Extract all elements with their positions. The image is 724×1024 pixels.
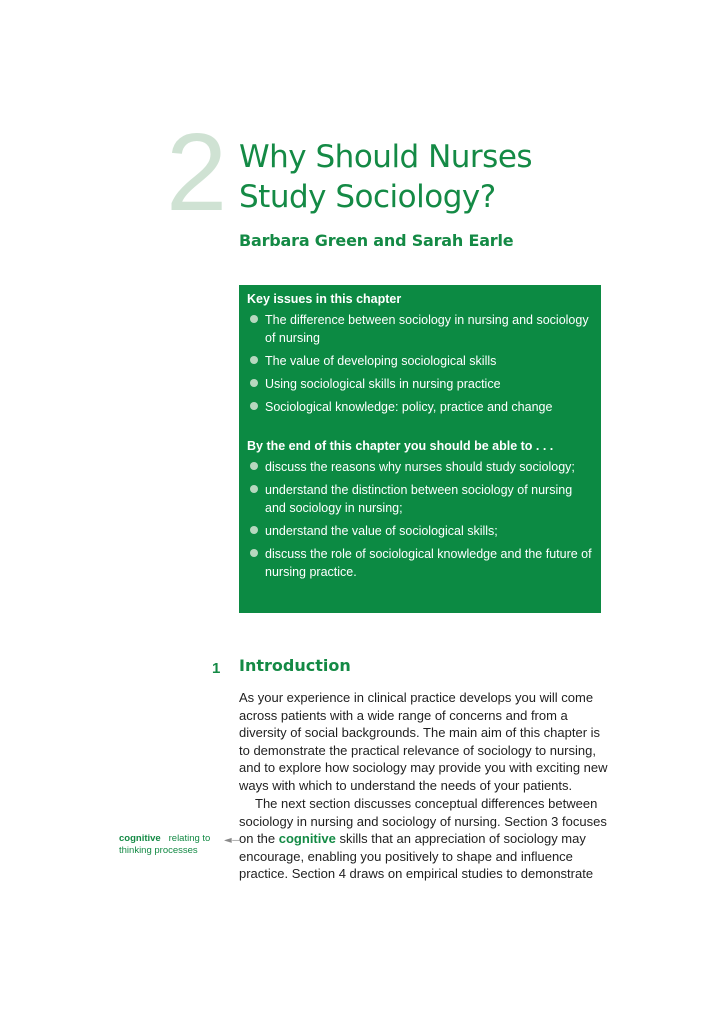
outcomes-list <box>247 458 593 581</box>
outcomes-heading: By the end of this chapter you should be able to . . . <box>247 439 554 453</box>
list-item-text: Sociological knowledge: policy, practice and change <box>265 400 553 414</box>
intro-paragraph-1: As your experience in clinical practice develops you will come across patients with a wide range of concerns and from a diversity of social backgrounds. The main aim of this chapter is to demonstrate the practical relevance of sociology to nursing, and to explore how sociology may provide you with exciting new ways with which to understand the needs of your patients. <box>239 690 608 793</box>
bullet-dot-icon <box>250 402 258 410</box>
chapter-number: 2 <box>166 111 228 234</box>
list-item-text: The value of developing sociological skills <box>265 354 497 368</box>
list-item-text: The difference between sociology in nursing and sociology of nursing <box>265 313 589 345</box>
list-item <box>247 311 593 347</box>
intro-paragraph-2 <box>239 795 609 883</box>
list-item <box>247 375 593 393</box>
chapter-authors: Barbara Green and Sarah Earle <box>239 231 514 250</box>
chapter-title-line2: Study Sociology? <box>239 179 496 215</box>
list-item-text: Using sociological skills in nursing practice <box>265 377 501 391</box>
key-issues-box <box>239 285 601 613</box>
bullet-dot-icon <box>250 379 258 387</box>
bullet-dot-icon <box>250 356 258 364</box>
list-item <box>247 352 593 370</box>
chapter-title <box>239 137 532 217</box>
list-item <box>247 545 593 581</box>
bullet-dot-icon <box>250 549 258 557</box>
arrow-left-icon: ◄— <box>224 835 242 846</box>
paragraph-text: The next section discusses conceptual differences between sociology in nursing and sociology of nursing. Section 3 focuses on the <box>239 796 607 847</box>
list-item <box>247 458 593 476</box>
bullet-dot-icon <box>250 315 258 323</box>
list-item <box>247 398 593 416</box>
list-item <box>247 481 593 517</box>
bullet-dot-icon <box>250 526 258 534</box>
chapter-title-line1: Why Should Nurses <box>239 139 533 175</box>
margin-note-definition: relating to thinking processes <box>119 833 211 856</box>
key-issues-heading: Key issues in this chapter <box>247 292 402 306</box>
section-number: 1 <box>212 660 221 677</box>
margin-note-term: cognitive <box>119 833 161 844</box>
key-issues-list <box>247 311 593 416</box>
section-title: Introduction <box>239 656 351 675</box>
list-item <box>247 522 593 540</box>
paragraph-text: skills that an appreciation of sociology may encourage, enabling you positively to shape and influence practice. Section 4 draws on empirical studies to demonstrate <box>239 831 594 882</box>
bullet-dot-icon <box>250 485 258 493</box>
list-item-text: understand the value of sociological skills; <box>265 524 498 538</box>
list-item-text: discuss the reasons why nurses should study sociology; <box>265 460 575 474</box>
bullet-dot-icon <box>250 462 258 470</box>
glossary-term: cognitive <box>278 831 336 847</box>
margin-glossary-note <box>119 833 219 857</box>
list-item-text: understand the distinction between sociology of nursing and sociology in nursing; <box>265 483 573 515</box>
list-item-text: discuss the role of sociological knowledge and the future of nursing practice. <box>265 547 592 579</box>
